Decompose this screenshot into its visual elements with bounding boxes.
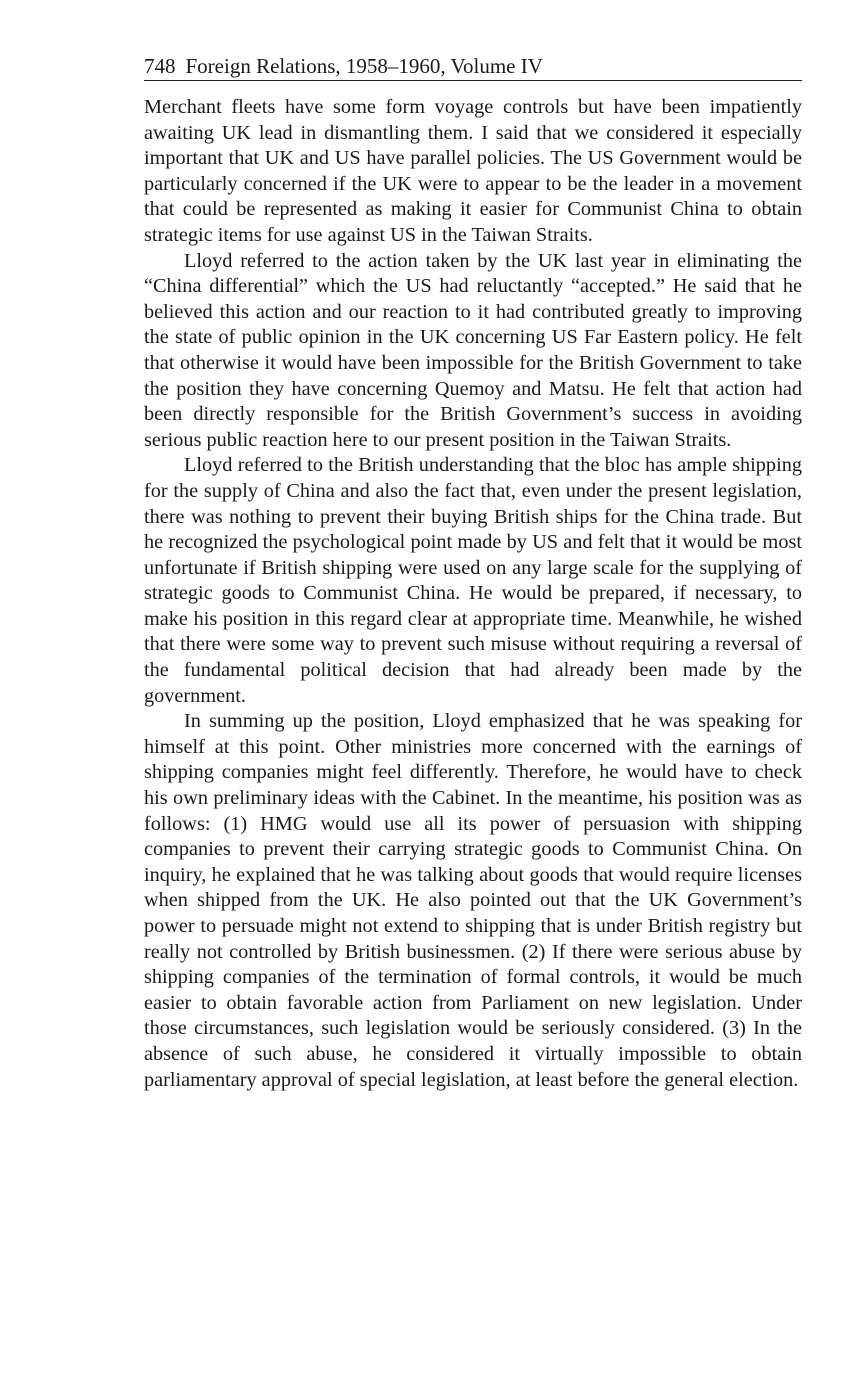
running-header bbox=[144, 52, 802, 81]
paragraph-1: Merchant fleets have some form voyage controls but have been impatiently awaiting UK lead in dismantling them. I said that we considered it especially important that UK and US have parallel policies. The US Government would be particularly concerned if the UK were to appear to be the leader in a movement that could be represented as making it easier for Communist China to obtain strategic items for use against US in the Taiwan Straits. bbox=[144, 96, 802, 246]
page-number: 748 bbox=[144, 54, 176, 78]
volume-title: Foreign Relations, 1958–1960, Volume IV bbox=[185, 54, 543, 78]
paragraph-2: Lloyd referred to the action taken by the UK last year in eliminating the “China differential” which the US had reluctantly “accepted.” He said that he believed this action and our reaction to it had contributed greatly to improving the state of public opinion in the UK concerning US Far Eastern policy. He felt that otherwise it would have been impossible for the British Government to take the position they have concerning Quemoy and Matsu. He felt that action had been directly responsible for the British Government’s success in avoiding serious public reaction here to our present position in the Taiwan Straits. bbox=[144, 249, 802, 451]
paragraph-4: In summing up the position, Lloyd emphasized that he was speaking for himself at this point. Other ministries more concerned with the earnings of shipping companies might feel differently. Therefore, he would have to check his own preliminary ideas with the Cabinet. In the meantime, his position was as follows: (1) HMG would use all its power of persuasion with shipping companies to prevent their carrying strategic goods to Communist China. On inquiry, he explained that he was talking about goods that would require licenses when shipped from the UK. He also pointed out that the UK Government’s power to persuade might not extend to shipping that is under British registry but really not controlled by British businessmen. (2) If there were serious abuse by shipping companies of the termination of formal controls, it would be much easier to obtain favorable action from Parliament on new legislation. Under those circumstances, such legislation would be seriously considered. (3) In the absence of such abuse, he considered it virtually impossible to obtain parliamentary approval of special legislation, at least before the general election. bbox=[144, 710, 802, 1091]
paragraph-3: Lloyd referred to the British understanding that the bloc has ample shipping for the supply of China and also the fact that, even under the present legislation, there was nothing to prevent their buying British ships for the China trade. But he recognized the psychological point made by US and felt that it would be most unfortunate if British shipping were used on any large scale for the supplying of strategic goods to Communist China. He would be prepared, if necessary, to make his position in this regard clear at appropriate time. Meanwhile, he wished that there were some way to prevent such misuse without requiring a reversal of the fundamental political decision that had already been made by the government. bbox=[144, 454, 802, 707]
document-page bbox=[144, 52, 802, 1093]
body-text bbox=[144, 95, 802, 1093]
